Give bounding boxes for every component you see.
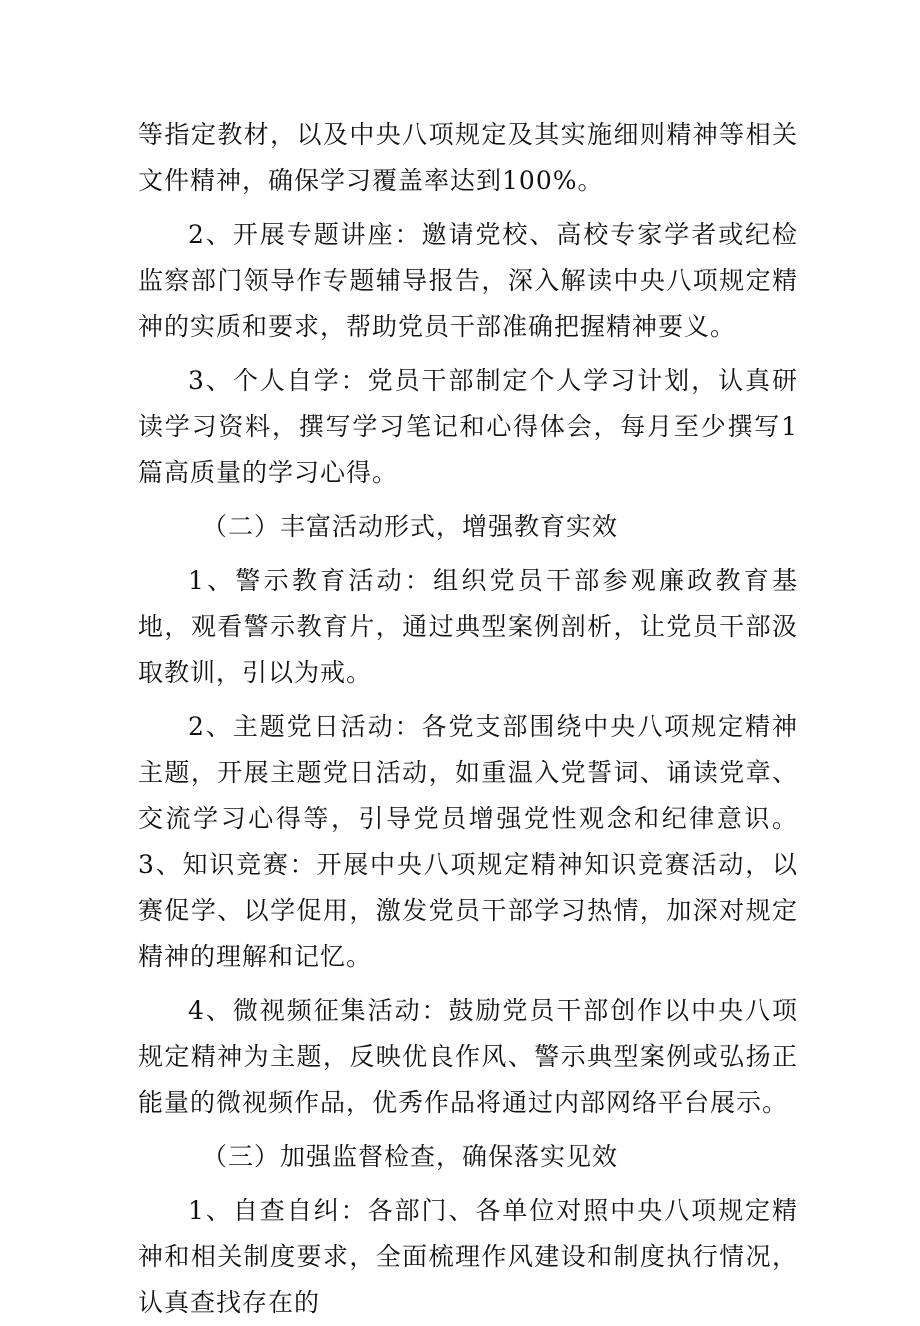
paragraph-warning-education: 1、警示教育活动：组织党员干部参观廉政教育基地，观看警示教育片，通过典型案例剖析，让党员干部汲取教训，引以为戒。	[138, 566, 798, 687]
section-heading-2: （二）丰富活动形式，增强教育实效	[202, 512, 619, 541]
paragraph-lecture: 2、开展专题讲座：邀请党校、高校专家学者或纪检监察部门领导作专题辅导报告，深入解读中央八项规定精神的实质和要求，帮助党员干部准确把握精神要义。	[138, 220, 798, 341]
paragraph-party-day: 2、主题党日活动：各党支部围绕中央八项规定精神主题，开展主题党日活动，如重温入党誓词、诵读党章、交流学习心得等，引导党员增强党性观念和纪律意识。3、知识竞赛：开展中央八项规定精神知识竞赛活动，以赛促学、以学促用，激发党员干部学习热情，加深对规定精神的理解和记忆。	[138, 712, 798, 971]
document-body	[138, 112, 798, 1326]
paragraph-micro-video: 4、微视频征集活动：鼓励党员干部创作以中央八项规定精神为主题，反映优良作风、警示典型案例或弘扬正能量的微视频作品，优秀作品将通过内部网络平台展示。	[138, 996, 798, 1117]
paragraph-self-study: 3、个人自学：党员干部制定个人学习计划，认真研读学习资料，撰写学习笔记和心得体会，每月至少撰写1篇高质量的学习心得。	[138, 366, 798, 487]
paragraph-self-check: 1、自查自纠：各部门、各单位对照中央八项规定精神和相关制度要求，全面梳理作风建设和制度执行情况，认真查找存在的	[138, 1196, 798, 1317]
section-heading-3: （三）加强监督检查，确保落实见效	[202, 1142, 619, 1171]
paragraph-continuation: 等指定教材，以及中央八项规定及其实施细则精神等相关文件精神，确保学习覆盖率达到100%。	[138, 120, 798, 195]
